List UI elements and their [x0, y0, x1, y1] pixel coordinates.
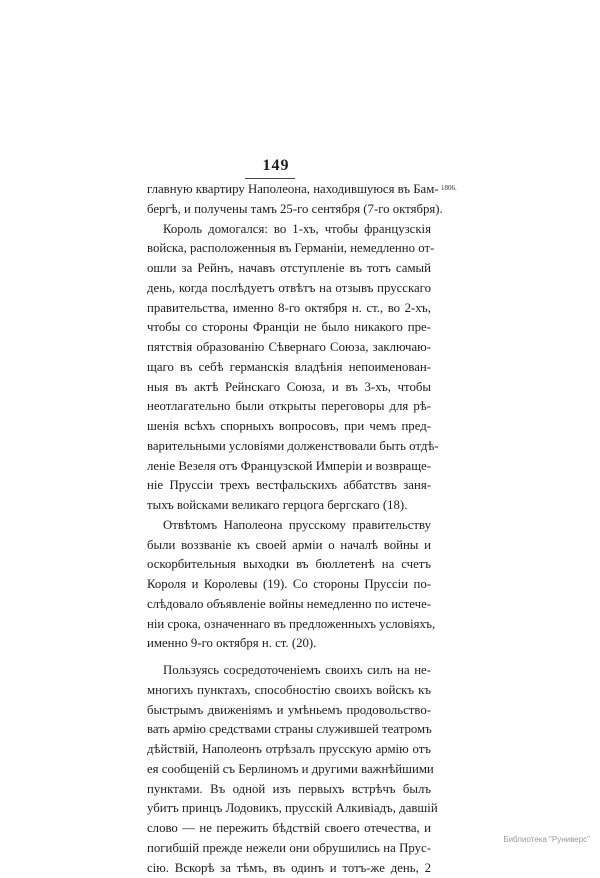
- paragraph: [147, 661, 431, 878]
- text-line: Король домогался: во 1-хъ, чтобы французскія: [147, 220, 431, 240]
- text-line: правительства, именно 8-го октября н. ст., во 2-хъ,: [147, 299, 431, 319]
- margin-year-note: 1806.: [441, 184, 457, 192]
- text-line: тыхъ войсками великаго герцога бергскаго (18).: [147, 496, 431, 516]
- text-line: леніе Везеля отъ Французской Имперіи и возвраще-: [147, 457, 431, 477]
- text-line: оскорбительныя выходки въ бюллетенѣ на счетъ: [147, 555, 431, 575]
- text-line: дѣйствій, Наполеонъ отрѣзалъ прусскую армію отъ: [147, 740, 431, 760]
- text-line: сію. Вскорѣ за тѣмъ, въ одинъ и тотъ-же день, 2: [147, 859, 431, 878]
- text-line: были воззваніе къ своей арміи о началѣ войны и: [147, 536, 431, 556]
- text-line: слѣдовало объявленіе войны немедленно по истече-: [147, 595, 431, 615]
- text-line: шенія всѣхъ спорныхъ вопросовъ, при чемъ пред-: [147, 417, 431, 437]
- text-line: чтобы со стороны Франціи не было никакого пре-: [147, 318, 431, 338]
- text-line: вать армію средствами страны служившей театромъ: [147, 720, 431, 740]
- text-line: ніи срока, означеннаго въ предложенныхъ условіяхъ,: [147, 615, 431, 635]
- text-line: погибшій прежде нежели они обрушились на Прус-: [147, 839, 431, 859]
- paragraph: [147, 516, 431, 654]
- page-number: 149: [0, 157, 552, 175]
- text-line: именно 9-го октября н. ст. (20).: [147, 634, 431, 654]
- text-line: щаго въ себѣ германскія владѣнія непоименован-: [147, 358, 431, 378]
- paragraph: [147, 180, 431, 220]
- text-line: войска, расположенныя въ Германіи, немедленно от-: [147, 239, 431, 259]
- text-line: Короля и Королевы (19). Со стороны Пруссіи по-: [147, 575, 431, 595]
- text-line: ошли за Рейнъ, начавъ отступленіе въ тотъ самый: [147, 259, 431, 279]
- header-rule: [245, 178, 295, 179]
- text-line: пятствія образованію Сѣвернаго Союза, заключаю-: [147, 338, 431, 358]
- text-line: неотлагательно были открыты переговоры для рѣ-: [147, 397, 431, 417]
- text-line: день, когда послѣдуетъ отвѣтъ на отзывъ прусскаго: [147, 279, 431, 299]
- text-line: Отвѣтомъ Наполеона прусскому правительству: [147, 516, 431, 536]
- text-line: ніе Пруссіи трехъ вестфальскихъ аббатствъ заня-: [147, 476, 431, 496]
- text-line: пунктами. Въ одной изъ первыхъ встрѣчъ былъ: [147, 780, 431, 800]
- text-line: быстрымъ движеніямъ и умѣньемъ продовольство-: [147, 701, 431, 721]
- text-line: бергѣ, и получены тамъ 25-го сентября (7-го октября).: [147, 200, 431, 220]
- library-watermark: Библиотека "Руниверс": [503, 835, 590, 844]
- text-line: Пользуясь сосредоточеніемъ своихъ силъ на не-: [147, 661, 431, 681]
- text-line: убитъ принцъ Лодовикъ, прусскій Алкивіадъ, давшій: [147, 799, 431, 819]
- paragraph: [147, 220, 431, 516]
- text-line: ея сообщеній съ Берлиномъ и другими важнѣйшими: [147, 760, 431, 780]
- text-line: главную квартиру Наполеона, находившуюся въ Бам-: [147, 180, 431, 200]
- text-line: ныя въ актѣ Рейнскаго Союза, и въ 3-хъ, чтобы: [147, 378, 431, 398]
- text-line: многихъ пунктахъ, способностію своихъ войскъ къ: [147, 681, 431, 701]
- body-text: [147, 180, 431, 878]
- text-line: слово — не пережить бѣдствій своего отечества, и: [147, 819, 431, 839]
- text-line: варительными условіями долженствовали быть отдѣ-: [147, 437, 431, 457]
